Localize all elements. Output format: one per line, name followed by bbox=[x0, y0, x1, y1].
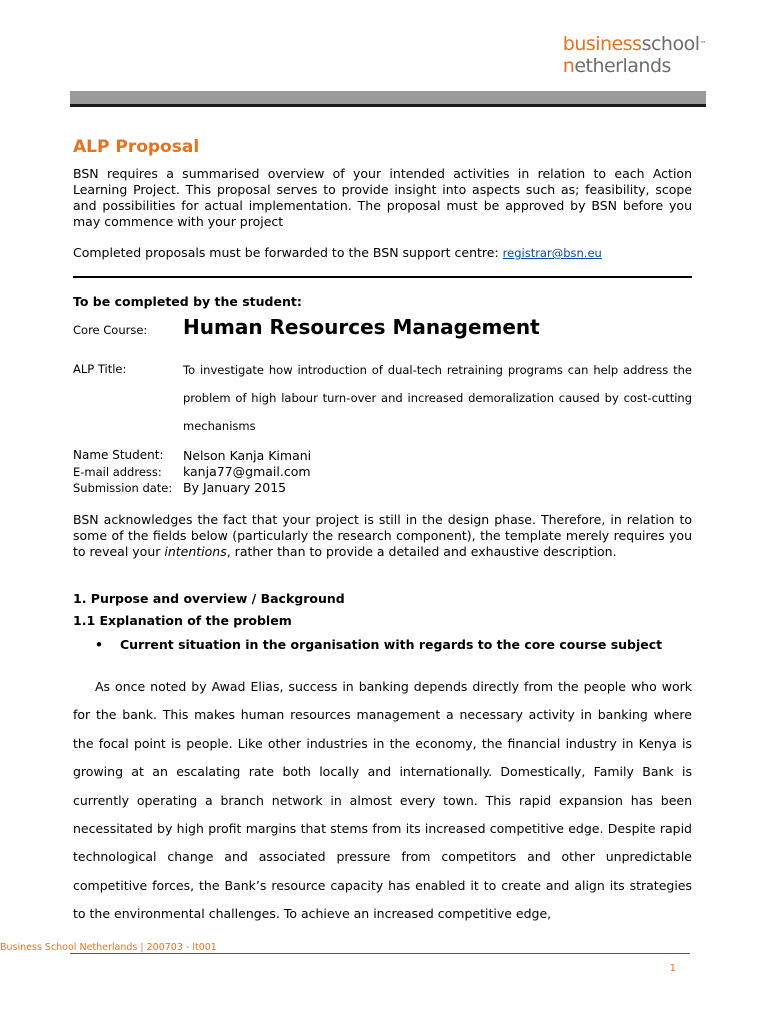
logo-line-1: businessschool™ bbox=[562, 33, 706, 55]
forward-text: Completed proposals must be forwarded to the BSN support centre: bbox=[73, 245, 499, 260]
footer-text: Business School Netherlands | 200703 - lt001 bbox=[0, 942, 217, 953]
page-number: 1 bbox=[669, 963, 676, 974]
name-label: Name Student: bbox=[73, 448, 164, 462]
forward-line bbox=[73, 245, 692, 261]
bullet-item: Current situation in the organisation with regards to the core course subject bbox=[120, 637, 663, 652]
student-heading: To be completed by the student: bbox=[73, 294, 302, 309]
document-title: ALP Proposal bbox=[73, 137, 200, 157]
name-value: Nelson Kanja Kimani bbox=[183, 448, 312, 463]
footer-rule bbox=[70, 953, 690, 954]
acknowledgement-paragraph: BSN acknowledges the fact that your project is still in the design phase. Therefore, in relation to some of the fields below (particularly the research component), the template merely requires you to reveal your intentions, rather than to provide a detailed and exhaustive description. bbox=[73, 512, 692, 559]
header-black-line bbox=[70, 104, 706, 107]
email-value: kanja77@gmail.com bbox=[183, 464, 311, 479]
section-1-heading: 1. Purpose and overview / Background bbox=[73, 591, 345, 606]
alp-title-value: To investigate how introduction of dual-tech retraining programs can help address the problem of high labour turn-over and increased demoralization caused by cost-cutting mechanisms bbox=[183, 363, 692, 433]
body-paragraph: As once noted by Awad Elias, success in banking depends directly from the people who work for the bank. This makes human resources management a necessary activity in banking where the focal point is people. Like other industries in the economy, the financial industry in Kenya is growing at an escalating rate both locally and internationally. Domestically, Family Bank is currently operating a branch network in almost every town. This rapid expansion has been necessitated by high profit margins that stems from its increased competitive edge. Despite rapid technological change and associated pressure from competitors and other unpredictable competitive forces, the Bank’s resource capacity has enabled it to create and align its strategies to the environmental challenges. To achieve an increased competitive edge, bbox=[73, 679, 692, 922]
bullet-icon: • bbox=[95, 637, 103, 652]
core-course-value: Human Resources Management bbox=[183, 315, 540, 339]
email-link[interactable]: registrar@bsn.eu bbox=[502, 246, 602, 260]
email-label: E-mail address: bbox=[73, 465, 162, 479]
alp-title-label: ALP Title: bbox=[73, 362, 127, 376]
section-rule bbox=[73, 276, 692, 278]
intentions-italic: intentions bbox=[164, 544, 227, 559]
submission-label: Submission date: bbox=[73, 481, 173, 495]
section-1-1-heading: 1.1 Explanation of the problem bbox=[73, 613, 292, 628]
intro-paragraph: BSN requires a summarised overview of your intended activities in relation to each Action Learning Project. This proposal serves to provide insight into aspects such as; feasibility, scope and possibilities for actual implementation. The proposal must be approved by BSN before you may commence with your project bbox=[73, 166, 692, 229]
bsn-logo bbox=[563, 33, 706, 77]
submission-value: By January 2015 bbox=[183, 480, 287, 495]
logo-line-2: netherlands bbox=[562, 55, 671, 77]
header-gray-bar bbox=[70, 91, 706, 104]
core-course-label: Core Course: bbox=[73, 323, 148, 337]
